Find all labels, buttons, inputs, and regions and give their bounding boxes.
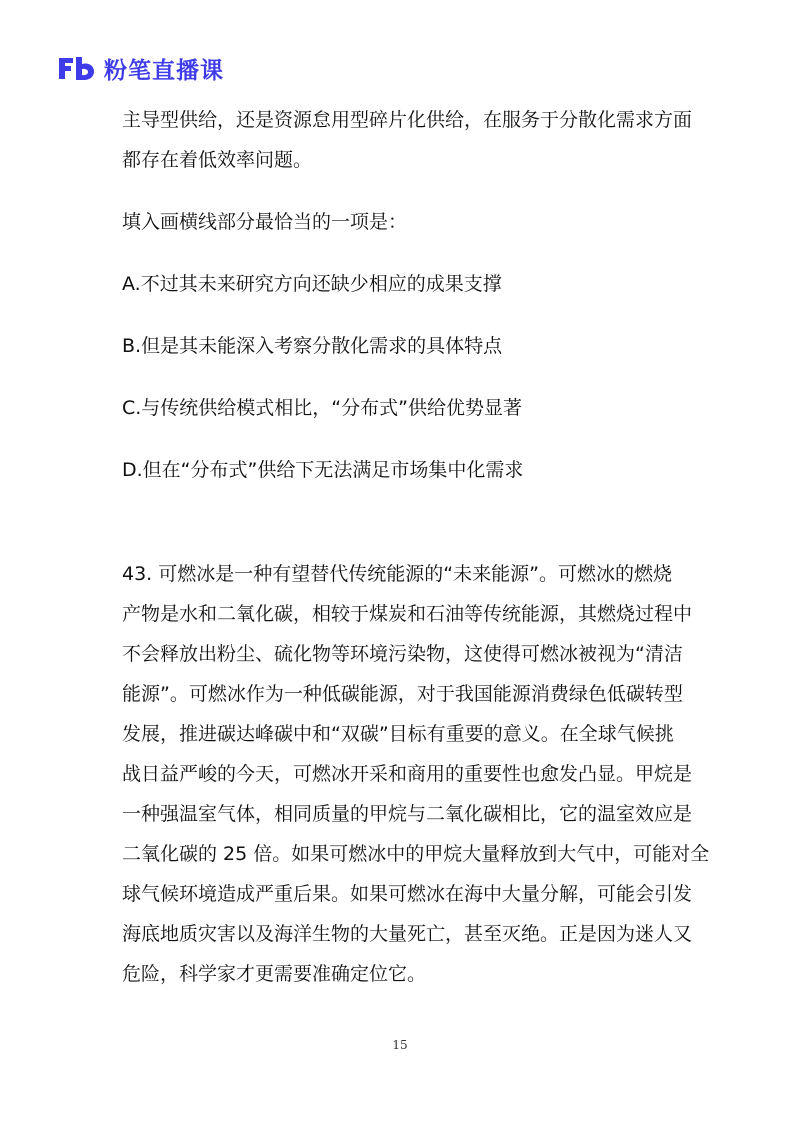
document-body <box>122 100 710 994</box>
option-b: B.但是其未能深入考察分散化需求的具体特点 <box>122 335 503 357</box>
question-43-line: 二氧化碳的 25 倍。如果可燃冰中的甲烷大量释放到大气中，可能对全 <box>122 843 710 865</box>
question-prompt: 填入画横线部分最恰当的一项是： <box>122 211 408 233</box>
option-d: D.但在“分布式”供给下无法满足市场集中化需求 <box>122 459 524 481</box>
question-43-line: 不会释放出粉尘、硫化物等环境污染物，这使得可燃冰被视为“清洁 <box>122 643 683 665</box>
question-43-line: 海底地质灾害以及海洋生物的大量死亡，甚至灭绝。正是因为迷人又 <box>122 923 693 945</box>
question-43-line: 危险，科学家才更需要准确定位它。 <box>122 963 427 985</box>
continuation-line: 主导型供给，还是资源怠用型碎片化供给，在服务于分散化需求方面 <box>122 109 693 131</box>
question-43-line: 战日益严峻的今天，可燃冰开采和商用的重要性也愈发凸显。甲烷是 <box>122 763 693 785</box>
brand-logo <box>56 52 224 84</box>
question-43-line: 能源”。可燃冰作为一种低碳能源，对于我国能源消费绿色低碳转型 <box>122 683 683 705</box>
option-a: A.不过其未来研究方向还缺少相应的成果支撑 <box>122 273 502 295</box>
question-43-line: 发展，推进碳达峰碳中和“双碳”目标有重要的意义。在全球气候挑 <box>122 723 674 745</box>
page-number: 15 <box>392 1038 408 1052</box>
question-43-line: 球气候环境造成严重后果。如果可燃冰在海中大量分解，可能会引发 <box>122 883 693 905</box>
fb-logo-icon <box>56 54 96 82</box>
option-c: C.与传统供给模式相比，“分布式”供给优势显著 <box>122 397 522 419</box>
question-43-line: 产物是水和二氧化碳，相较于煤炭和石油等传统能源，其燃烧过程中 <box>122 603 693 625</box>
question-43-line: 43. 可燃冰是一种有望替代传统能源的“未来能源”。可燃冰的燃烧 <box>122 563 672 585</box>
question-43-line: 一种强温室气体，相同质量的甲烷与二氧化碳相比，它的温室效应是 <box>122 803 693 825</box>
brand-name: 粉笔直播课 <box>104 57 224 84</box>
continuation-line: 都存在着低效率问题。 <box>122 149 313 171</box>
